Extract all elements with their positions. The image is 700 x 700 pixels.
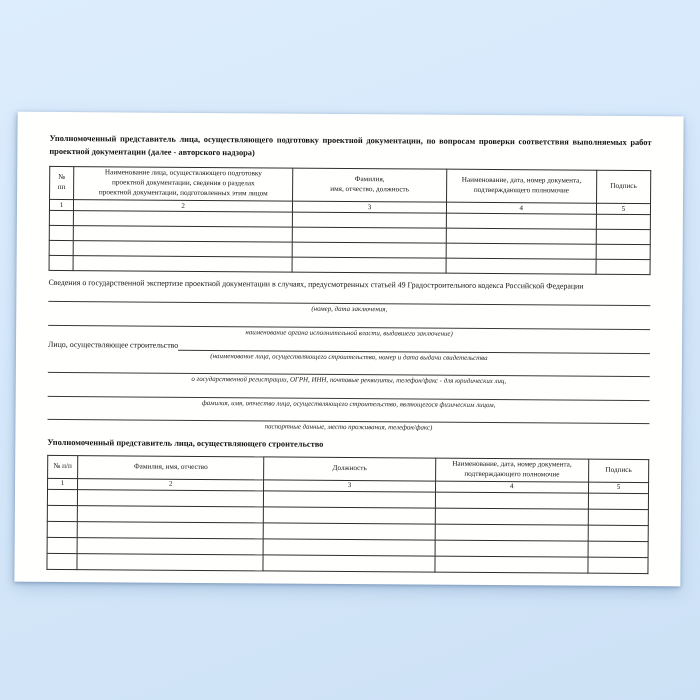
- col-header-number: № п/п: [48, 455, 78, 478]
- column-number: 4: [446, 202, 596, 214]
- column-number: 4: [435, 481, 588, 493]
- empty-cell: [47, 505, 77, 521]
- empty-cell: [435, 492, 588, 509]
- column-number: 1: [48, 478, 78, 489]
- empty-cell: [49, 240, 73, 255]
- empty-cell: [588, 557, 648, 573]
- empty-cell: [47, 521, 77, 537]
- empty-cell: [446, 243, 596, 259]
- section2-title: Уполномоченный представитель лица, осуществляющего строительство: [47, 438, 324, 449]
- table-row: [47, 553, 648, 573]
- empty-cell: [73, 256, 292, 273]
- column-number: 5: [596, 203, 650, 214]
- empty-cell: [292, 257, 445, 273]
- empty-cell: [588, 509, 648, 525]
- col-header-fio-position: Фамилия, имя, отчество, должность: [293, 168, 446, 202]
- empty-cell: [263, 555, 434, 572]
- empty-cell: [264, 523, 435, 540]
- empty-cell: [73, 226, 292, 243]
- fill-line-caption: (номер, дата заключения,: [311, 306, 388, 314]
- empty-cell: [446, 228, 596, 244]
- fill-line-caption: о государственной регистрации, ОГРН, ИНН, почтовые реквизиты, телефон/факс - для юридических лиц,: [191, 376, 507, 386]
- empty-cell: [47, 489, 77, 505]
- empty-cell: [77, 521, 263, 538]
- document-content: [46, 133, 651, 574]
- empty-cell: [293, 212, 446, 228]
- empty-cell: [73, 211, 292, 228]
- col-header-fio: Фамилия, имя, отчество: [78, 455, 264, 479]
- empty-cell: [264, 491, 435, 508]
- empty-cell: [77, 537, 263, 554]
- empty-cell: [596, 259, 650, 274]
- empty-cell: [588, 541, 648, 557]
- empty-cell: [435, 508, 588, 525]
- empty-cell: [588, 493, 648, 509]
- empty-cell: [264, 507, 435, 524]
- builder-label: Лицо, осуществляющее строительство: [47, 340, 179, 351]
- column-number: 2: [73, 200, 292, 213]
- empty-cell: [596, 244, 650, 259]
- empty-cell: [47, 553, 77, 569]
- empty-cell: [263, 539, 434, 556]
- fill-line-caption: фамилия, имя, отчество лица, осуществляющего строительство, являющегося физическим лицом,: [201, 399, 496, 409]
- empty-cell: [435, 524, 588, 541]
- empty-cell: [73, 241, 292, 258]
- column-number: 1: [49, 199, 73, 210]
- fill-line-caption: паспортные данные, место проживания, телефон/факс): [264, 423, 433, 432]
- empty-cell: [596, 214, 650, 229]
- empty-cell: [77, 489, 263, 506]
- section1-title: Уполномоченный представитель лица, осуществляющего подготовку проектной документации, по вопросам проверки соответствия выполняемых работ проектной документации (далее - авторского надзора): [49, 133, 652, 157]
- empty-cell: [77, 553, 263, 570]
- builder-representatives-table: [46, 455, 649, 574]
- document-page: [14, 112, 683, 587]
- empty-cell: [49, 210, 73, 225]
- column-number: 5: [588, 482, 648, 493]
- empty-cell: [293, 242, 446, 258]
- empty-cell: [77, 505, 263, 522]
- empty-cell: [47, 537, 77, 553]
- table-row: [49, 255, 650, 274]
- column-number: 3: [293, 201, 446, 213]
- empty-cell: [49, 225, 73, 240]
- col-header-signature: Подпись: [588, 459, 648, 482]
- empty-cell: [446, 258, 596, 274]
- empty-cell: [446, 213, 596, 229]
- table-header-row: [50, 167, 651, 204]
- col-header-authority-document: Наименование, дата, номер документа, подтверждающего полномочие: [446, 169, 596, 203]
- column-number: 2: [78, 478, 264, 490]
- fill-line-caption: (наименование лица, осуществляющего строительство, номер и дата выдачи свидетельства: [210, 352, 488, 362]
- expertise-lead-text: Сведения о государственной экспертизе проектной документации в случаях, предусмотренных статьей 49 Градостроительного кодекса Российской Федерации: [48, 277, 584, 291]
- empty-cell: [596, 229, 650, 244]
- empty-cell: [49, 255, 73, 270]
- empty-cell: [293, 227, 446, 243]
- column-number: 3: [264, 480, 435, 492]
- col-header-person-name: Наименование лица, осуществляющего подготовку проектной документации, сведения о разделах проектной документации, подготовленных этим лицом: [74, 167, 294, 201]
- col-header-authority-document: Наименование, дата, номер документа, подтверждающего полномочие: [435, 458, 588, 482]
- fill-line-caption: наименование органа исполнительной власти, выдавшего заключение): [245, 328, 453, 338]
- empty-cell: [435, 540, 588, 557]
- col-header-number: № пп: [50, 167, 74, 200]
- empty-cell: [435, 556, 588, 573]
- col-header-position: Должность: [264, 457, 435, 481]
- empty-cell: [588, 525, 648, 541]
- col-header-signature: Подпись: [596, 170, 650, 203]
- designer-representatives-table: [49, 166, 652, 275]
